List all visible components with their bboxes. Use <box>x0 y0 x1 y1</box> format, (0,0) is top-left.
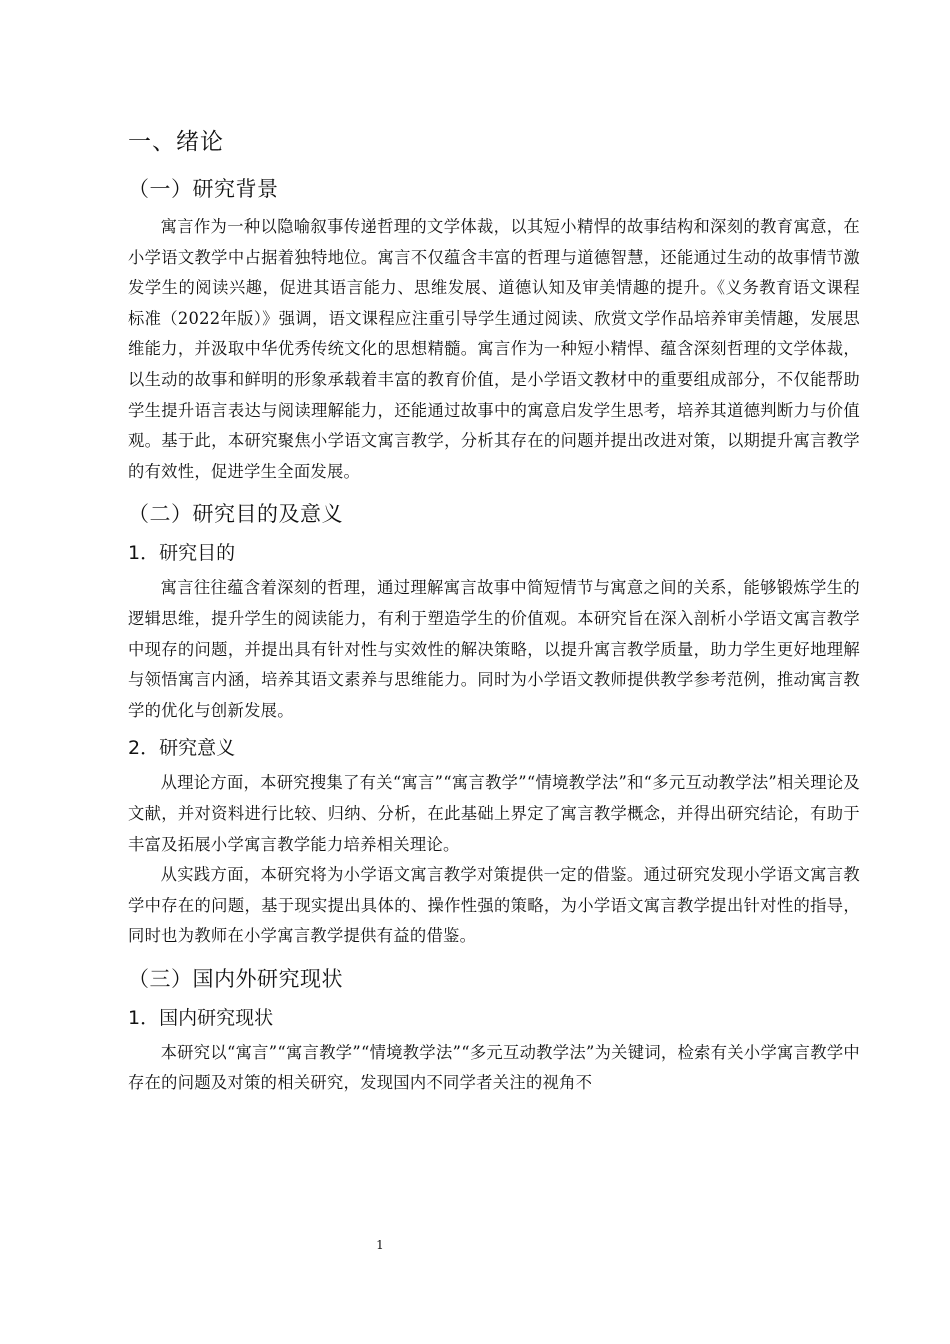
section-heading-background: （一）研究背景 <box>128 177 279 201</box>
page-number: 1 <box>376 1238 384 1252</box>
section-heading-research-status: （三）国内外研究现状 <box>128 966 343 991</box>
chapter-title: 一、绪论 <box>128 129 224 155</box>
paragraph-purpose: 寓言往往蕴含着深刻的哲理，通过理解寓言故事中简短情节与寓意之间的关系，能够锻炼学生的逻辑思维，提升学生的阅读能力，有利于塑造学生的价值观。本研究旨在深入剖析小学语文寓言教学中现存的问题，并提出具有针对性与实效性的解决策略，以提升寓言教学质量，助力学生更好地理解与领悟寓言内涵，培养其语文素养与思维能力。同时为小学语文教师提供教学参考范例，推动寓言教学的优化与创新发展。 <box>128 578 860 720</box>
subsection-heading-purpose: 1．研究目的 <box>128 542 236 565</box>
section-heading-purpose-significance: （二）研究目的及意义 <box>128 502 343 527</box>
paragraph-background: 寓言作为一种以隐喻叙事传递哲理的文学体裁，以其短小精悍的故事结构和深刻的教育寓意，在小学语文教学中占据着独特地位。寓言不仅蕴含丰富的哲理与道德智慧，还能通过生动的故事情节激发学生的阅读兴趣，促进其语言能力、思维发展、道德认知及审美情趣的提升。《义务教育语文课程标准（2022年版）》强调，语文课程应注重引导学生通过阅读、欣赏文学作品培养审美情趣，发展思维能力，并汲取中华优秀传统文化的思想精髓。寓言作为一种短小精悍、蕴含深刻哲理的文学体裁，以生动的故事和鲜明的形象承载着丰富的教育价值，是小学语文教材中的重要组成部分，不仅能帮助学生提升语言表达与阅读理解能力，还能通过故事中的寓意启发学生思考，培养其道德判断力与价值观。基于此，本研究聚焦小学语文寓言教学，分析其存在的问题并提出改进对策，以期提升寓言教学的有效性，促进学生全面发展。 <box>128 217 860 481</box>
subsection-heading-domestic-status: 1．国内研究现状 <box>128 1006 274 1029</box>
subsection-heading-significance: 2．研究意义 <box>128 737 236 760</box>
paragraph-domestic-status: 本研究以“寓言”“寓言教学”“情境教学法”“多元互动教学法”为关键词，检索有关小学寓言教学中存在的问题及对策的相关研究，发现国内不同学者关注的视角不 <box>128 1042 860 1093</box>
paragraph-significance-practice: 从实践方面，本研究将为小学语文寓言教学对策提供一定的借鉴。通过研究发现小学语文寓言教学中存在的问题，基于现实提出具体的、操作性强的策略，为小学语文寓言教学提出针对性的指导，同时也为教师在小学寓言教学提供有益的借鉴。 <box>128 865 860 946</box>
page-content <box>128 124 860 1099</box>
paragraph-significance-theory: 从理论方面，本研究搜集了有关“寓言”“寓言教学”“情境教学法”和“多元互动教学法”相关理论及文献，并对资料进行比较、归纳、分析，在此基础上界定了寓言教学概念，并得出研究结论，有助于丰富及拓展小学寓言教学能力培养相关理论。 <box>128 773 860 854</box>
